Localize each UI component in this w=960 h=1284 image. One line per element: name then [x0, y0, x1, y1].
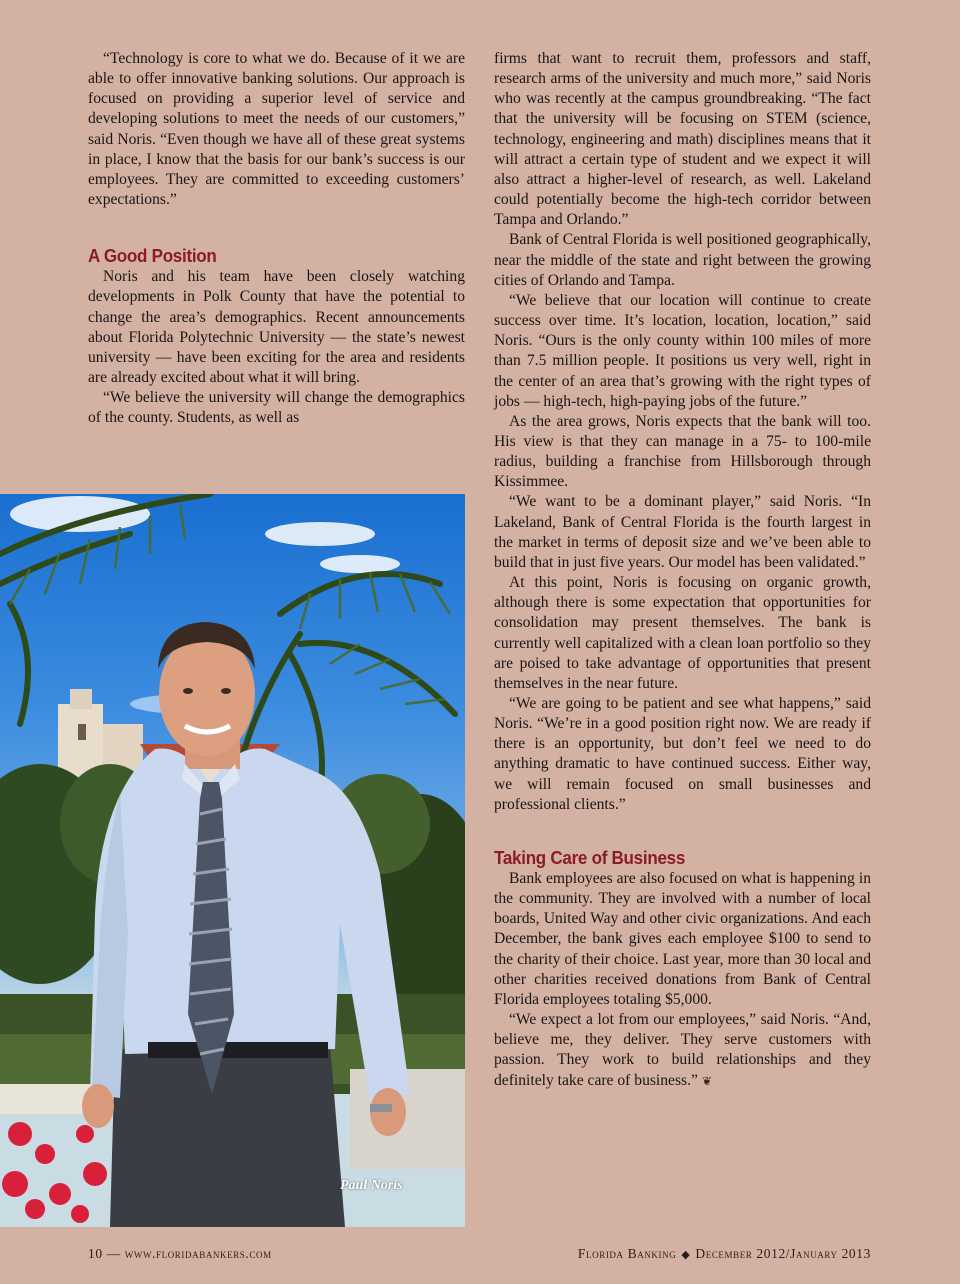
paragraph-expect-a-lot-text: “We expect a lot from our employees,” said Noris. “And, believe me, they deliver. They serve customers with passion. They work to build relationships and they definitely take care of business.” [494, 1011, 871, 1089]
photo-caption: Paul Noris [340, 1178, 403, 1193]
paragraph-dominant-player: “We want to be a dominant player,” said Noris. “In Lakeland, Bank of Central Florida is the fourth largest in the market in terms of deposit size and we’ve been able to build that in just five years. Our model has been validated.” [494, 493, 871, 571]
red-flowers [2, 1122, 107, 1223]
paragraph-area-grows: As the area grows, Noris expects that the bank will too. His view is that they can manage in a 75- to 100-mile radius, building a franchise from Hillsborough through Kissimmee. [494, 412, 871, 491]
paragraph-positioned: Bank of Central Florida is well positioned geographically, near the middle of the state and right between the growing cities of Orlando and Tampa. [494, 231, 871, 289]
footer-page-url: 10 — www.floridabankers.com [88, 1246, 272, 1261]
paragraph-polk-county: Noris and his team have been closely watching developments in Polk County that have the potential to change the area’s demographics. Recent announcements about Florida Polytechnic University — the state’s newest university — have been exciting for the area and residents are already excited about what it will bring. [88, 268, 465, 387]
section-heading-good-position: A Good Position [88, 245, 217, 267]
right-column [494, 49, 871, 1091]
diamond-separator-icon: ◆ [681, 1248, 691, 1261]
paragraph-patient: “We are going to be patient and see what happens,” said Noris. “We’re in a good position right now. We are ready if there is an opportunity, but don’t feel we need to do anything dramatic to have continued success. Either way, we will remain focused on small businesses and professional clients.” [494, 695, 871, 813]
paragraph-expect-a-lot [494, 1010, 871, 1091]
footer-publication [578, 1246, 871, 1262]
portrait-illustration [0, 494, 465, 1227]
left-column [88, 49, 465, 429]
footer-issue-date: December 2012/January 2013 [695, 1246, 871, 1261]
paragraph-university-start: “We believe the university will change the demographics of the county. Students, as well as [88, 389, 465, 427]
paragraph-technology: “Technology is core to what we do. Because of it we are able to offer innovative banking solutions. Our approach is focused on providing a superior level of service and developing solutions to meet the needs of our customers,” said Noris. “Even though we have all of these great systems in place, I know that the basis for our bank’s success is our employees. They are committed to exceeding customers’ expectations.” [88, 50, 465, 209]
paragraph-location: “We believe that our location will continue to create success over time. It’s location, location, location,” said Noris. “Ours is the only county within 100 miles of more than 7.5 million people. It positions us very well, right in the center of an area that’s growing with the right types of jobs — high-tech, high-paying jobs of the future.” [494, 291, 871, 410]
portrait-photo [0, 494, 465, 1227]
footer-publication-name: Florida Banking [577, 1246, 677, 1261]
section-heading-taking-care: Taking Care of Business [494, 846, 686, 868]
paragraph-university-continued: firms that want to recruit them, professors and staff, research arms of the university and much more,” said Noris who was recently at the campus groundbreaking. “The fact that the university will be focusing on STEM (science, technology, engineering and math) disciplines means that it will attract a certain type of student and we expect it will also attract a higher-level of research, as well. Lakeland could potentially become the high-tech corridor between Tampa and Orlando.” [494, 50, 871, 229]
paragraph-organic-growth: At this point, Noris is focusing on organic growth, although there is some expectation that opportunities for consolidation may present themselves. The bank is currently well capitalized with a clean loan portfolio so they are poised to take advantage of opportunities that present themselves in the near future. [494, 574, 871, 692]
paragraph-community: Bank employees are also focused on what is happening in the community. They are involved with a number of local boards, United Way and other civic organizations. And each December, the bank gives each employee $100 to send to the charity of their choice. Last year, more than 30 local and other charities received donations from Bank of Central Florida employees totaling $5,000. [494, 869, 871, 1008]
end-of-article-icon: ❦ [701, 1073, 712, 1088]
